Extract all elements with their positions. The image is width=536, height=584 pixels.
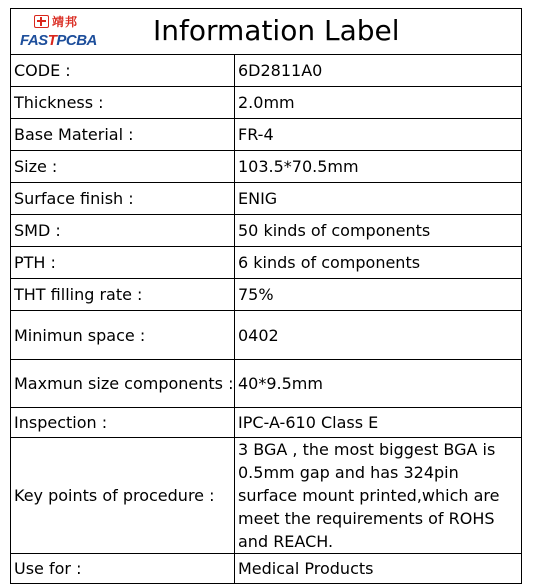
info-table bbox=[10, 54, 522, 584]
logo-english-text bbox=[20, 32, 97, 49]
row-value: FR-4 bbox=[235, 119, 522, 151]
row-label: SMD : bbox=[11, 215, 235, 247]
row-label: Thickness : bbox=[11, 87, 235, 119]
row-value: 0402 bbox=[235, 311, 522, 360]
row-value: 2.0mm bbox=[235, 87, 522, 119]
row-label: Size : bbox=[11, 151, 235, 183]
row-label: Base Material : bbox=[11, 119, 235, 151]
table-row bbox=[11, 215, 522, 247]
row-value: ENIG bbox=[235, 183, 522, 215]
table-row bbox=[11, 183, 522, 215]
table-row bbox=[11, 311, 522, 360]
row-value: 6D2811A0 bbox=[235, 55, 522, 87]
row-value: 50 kinds of components bbox=[235, 215, 522, 247]
table-row bbox=[11, 279, 522, 311]
row-value: 103.5*70.5mm bbox=[235, 151, 522, 183]
table-row bbox=[11, 55, 522, 87]
row-label: PTH : bbox=[11, 247, 235, 279]
label-header bbox=[10, 8, 522, 54]
row-label: Inspection : bbox=[11, 408, 235, 438]
table-row bbox=[11, 360, 522, 408]
logo-mark-icon bbox=[34, 15, 49, 28]
table-row bbox=[11, 247, 522, 279]
row-label: Minimun space : bbox=[11, 311, 235, 360]
logo-text-pcba: PCBA bbox=[56, 32, 97, 49]
logo-text-t: T bbox=[47, 32, 57, 49]
row-value: Medical Products bbox=[235, 554, 522, 584]
table-row bbox=[11, 119, 522, 151]
table-row bbox=[11, 554, 522, 584]
information-label-sheet bbox=[10, 8, 522, 584]
fastpcba-logo bbox=[18, 13, 98, 51]
table-row bbox=[11, 408, 522, 438]
row-label: Surface finish : bbox=[11, 183, 235, 215]
row-label: Maxmun size components : bbox=[11, 360, 235, 408]
row-value: IPC-A-610 Class E bbox=[235, 408, 522, 438]
table-row bbox=[11, 438, 522, 554]
logo-text-fas: FAS bbox=[20, 32, 48, 49]
logo-chinese-text: 靖邦 bbox=[52, 15, 79, 29]
row-value: 40*9.5mm bbox=[235, 360, 522, 408]
table-row bbox=[11, 87, 522, 119]
row-label: CODE : bbox=[11, 55, 235, 87]
row-label: THT filling rate : bbox=[11, 279, 235, 311]
row-label: Key points of procedure : bbox=[11, 438, 235, 554]
row-label: Use for : bbox=[11, 554, 235, 584]
table-row bbox=[11, 151, 522, 183]
row-value: 75% bbox=[235, 279, 522, 311]
row-value: 6 kinds of components bbox=[235, 247, 522, 279]
page-title: Information Label bbox=[153, 14, 400, 47]
row-value: 3 BGA , the most biggest BGA is 0.5mm gap and has 324pin surface mount printed,which are meet the requirements of ROHS and REACH. bbox=[235, 438, 522, 554]
